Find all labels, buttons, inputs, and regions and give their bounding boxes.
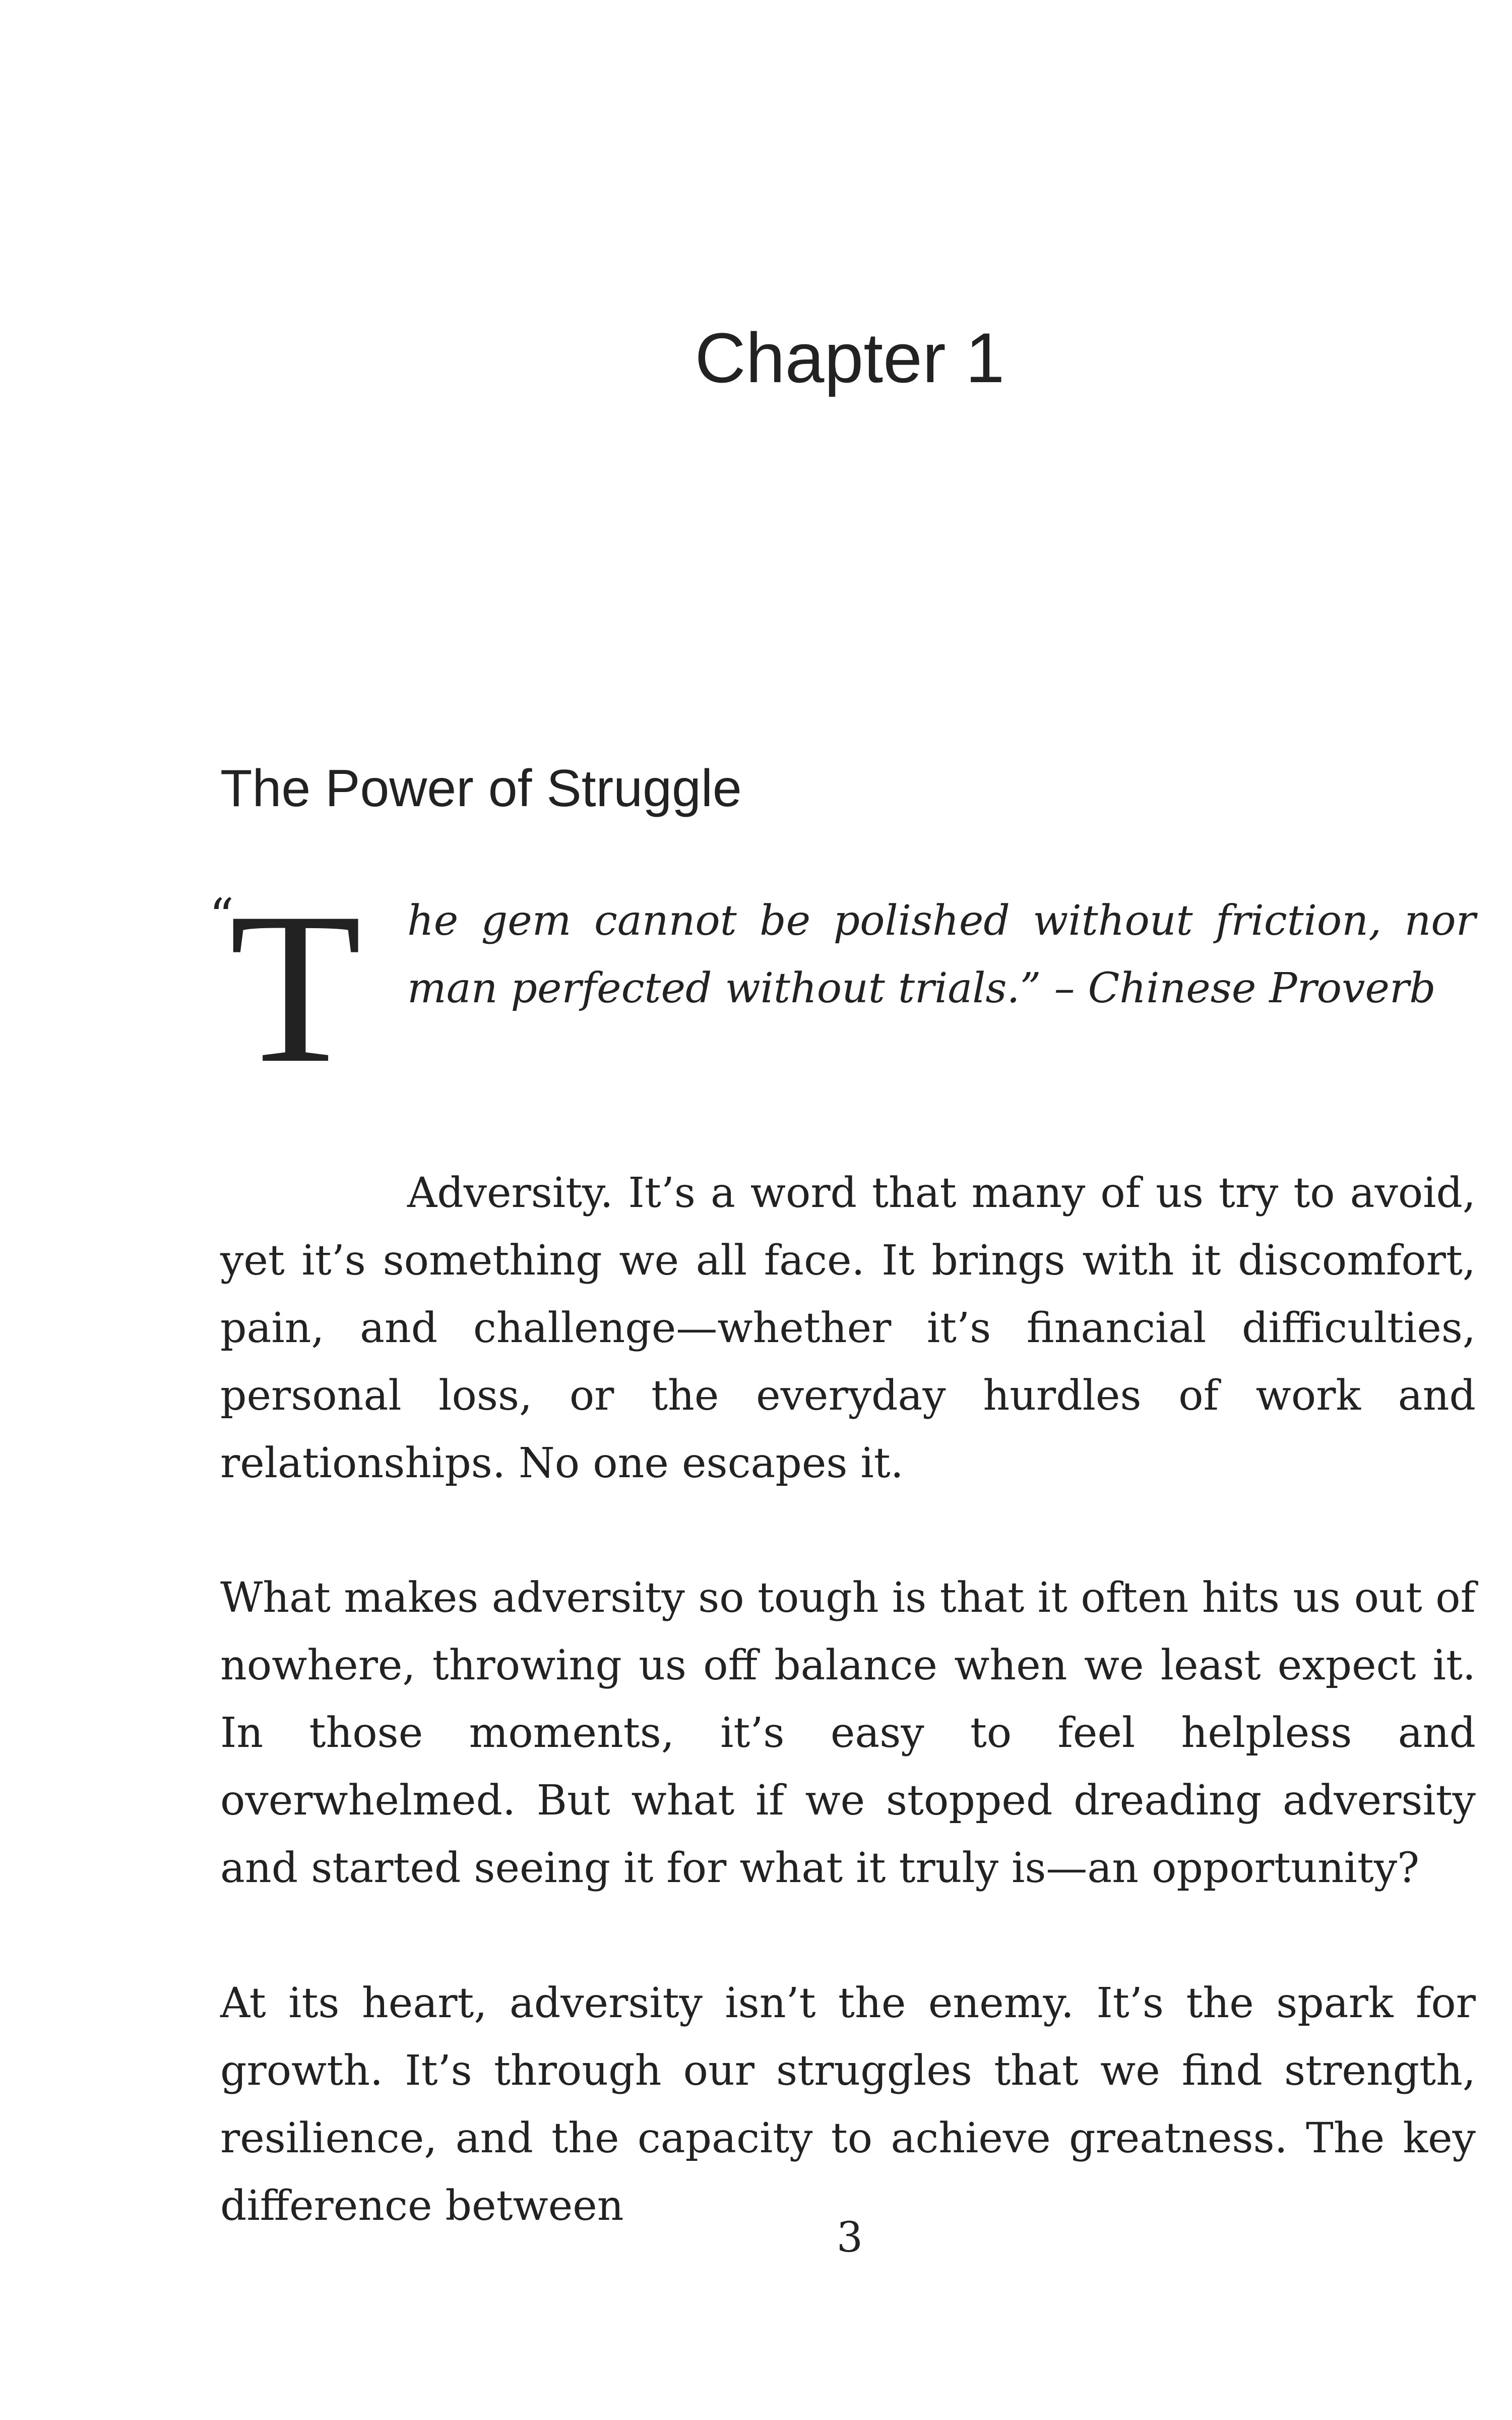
section-title: The Power of Struggle	[220, 759, 742, 818]
chapter-title: Chapter 1	[695, 318, 1005, 397]
page-number: 3	[836, 2214, 863, 2262]
body-paragraph: At its heart, adversity isn’t the enemy. It’s the spark for growth. It’s through our struggles that we find strength, resilience, and the capacity to achieve greatness. The key difference between	[220, 1979, 1476, 2230]
epigraph-open-quote: “	[209, 888, 234, 945]
drop-cap-letter: T	[229, 868, 362, 1108]
body-paragraph: Adversity. It’s a word that many of us try to avoid, yet it’s something we all face. It brings with it discomfort, pain, and challenge—whether it’s financial difficulties, personal loss, or the everyday hurdles of work and relationships. No one escapes it.	[220, 1169, 1476, 1487]
epigraph-quote: he gem cannot be polished without friction, nor man perfected without trials.” – Chinese Proverb	[407, 897, 1476, 1012]
body-paragraph: What makes adversity so tough is that it often hits us out of nowhere, throwing us off balance when we least expect it. In those moments, it’s easy to feel helpless and overwhelmed. But what if we stopped dreading adversity and started seeing it for what it truly is—an opportunity?	[220, 1574, 1476, 1892]
